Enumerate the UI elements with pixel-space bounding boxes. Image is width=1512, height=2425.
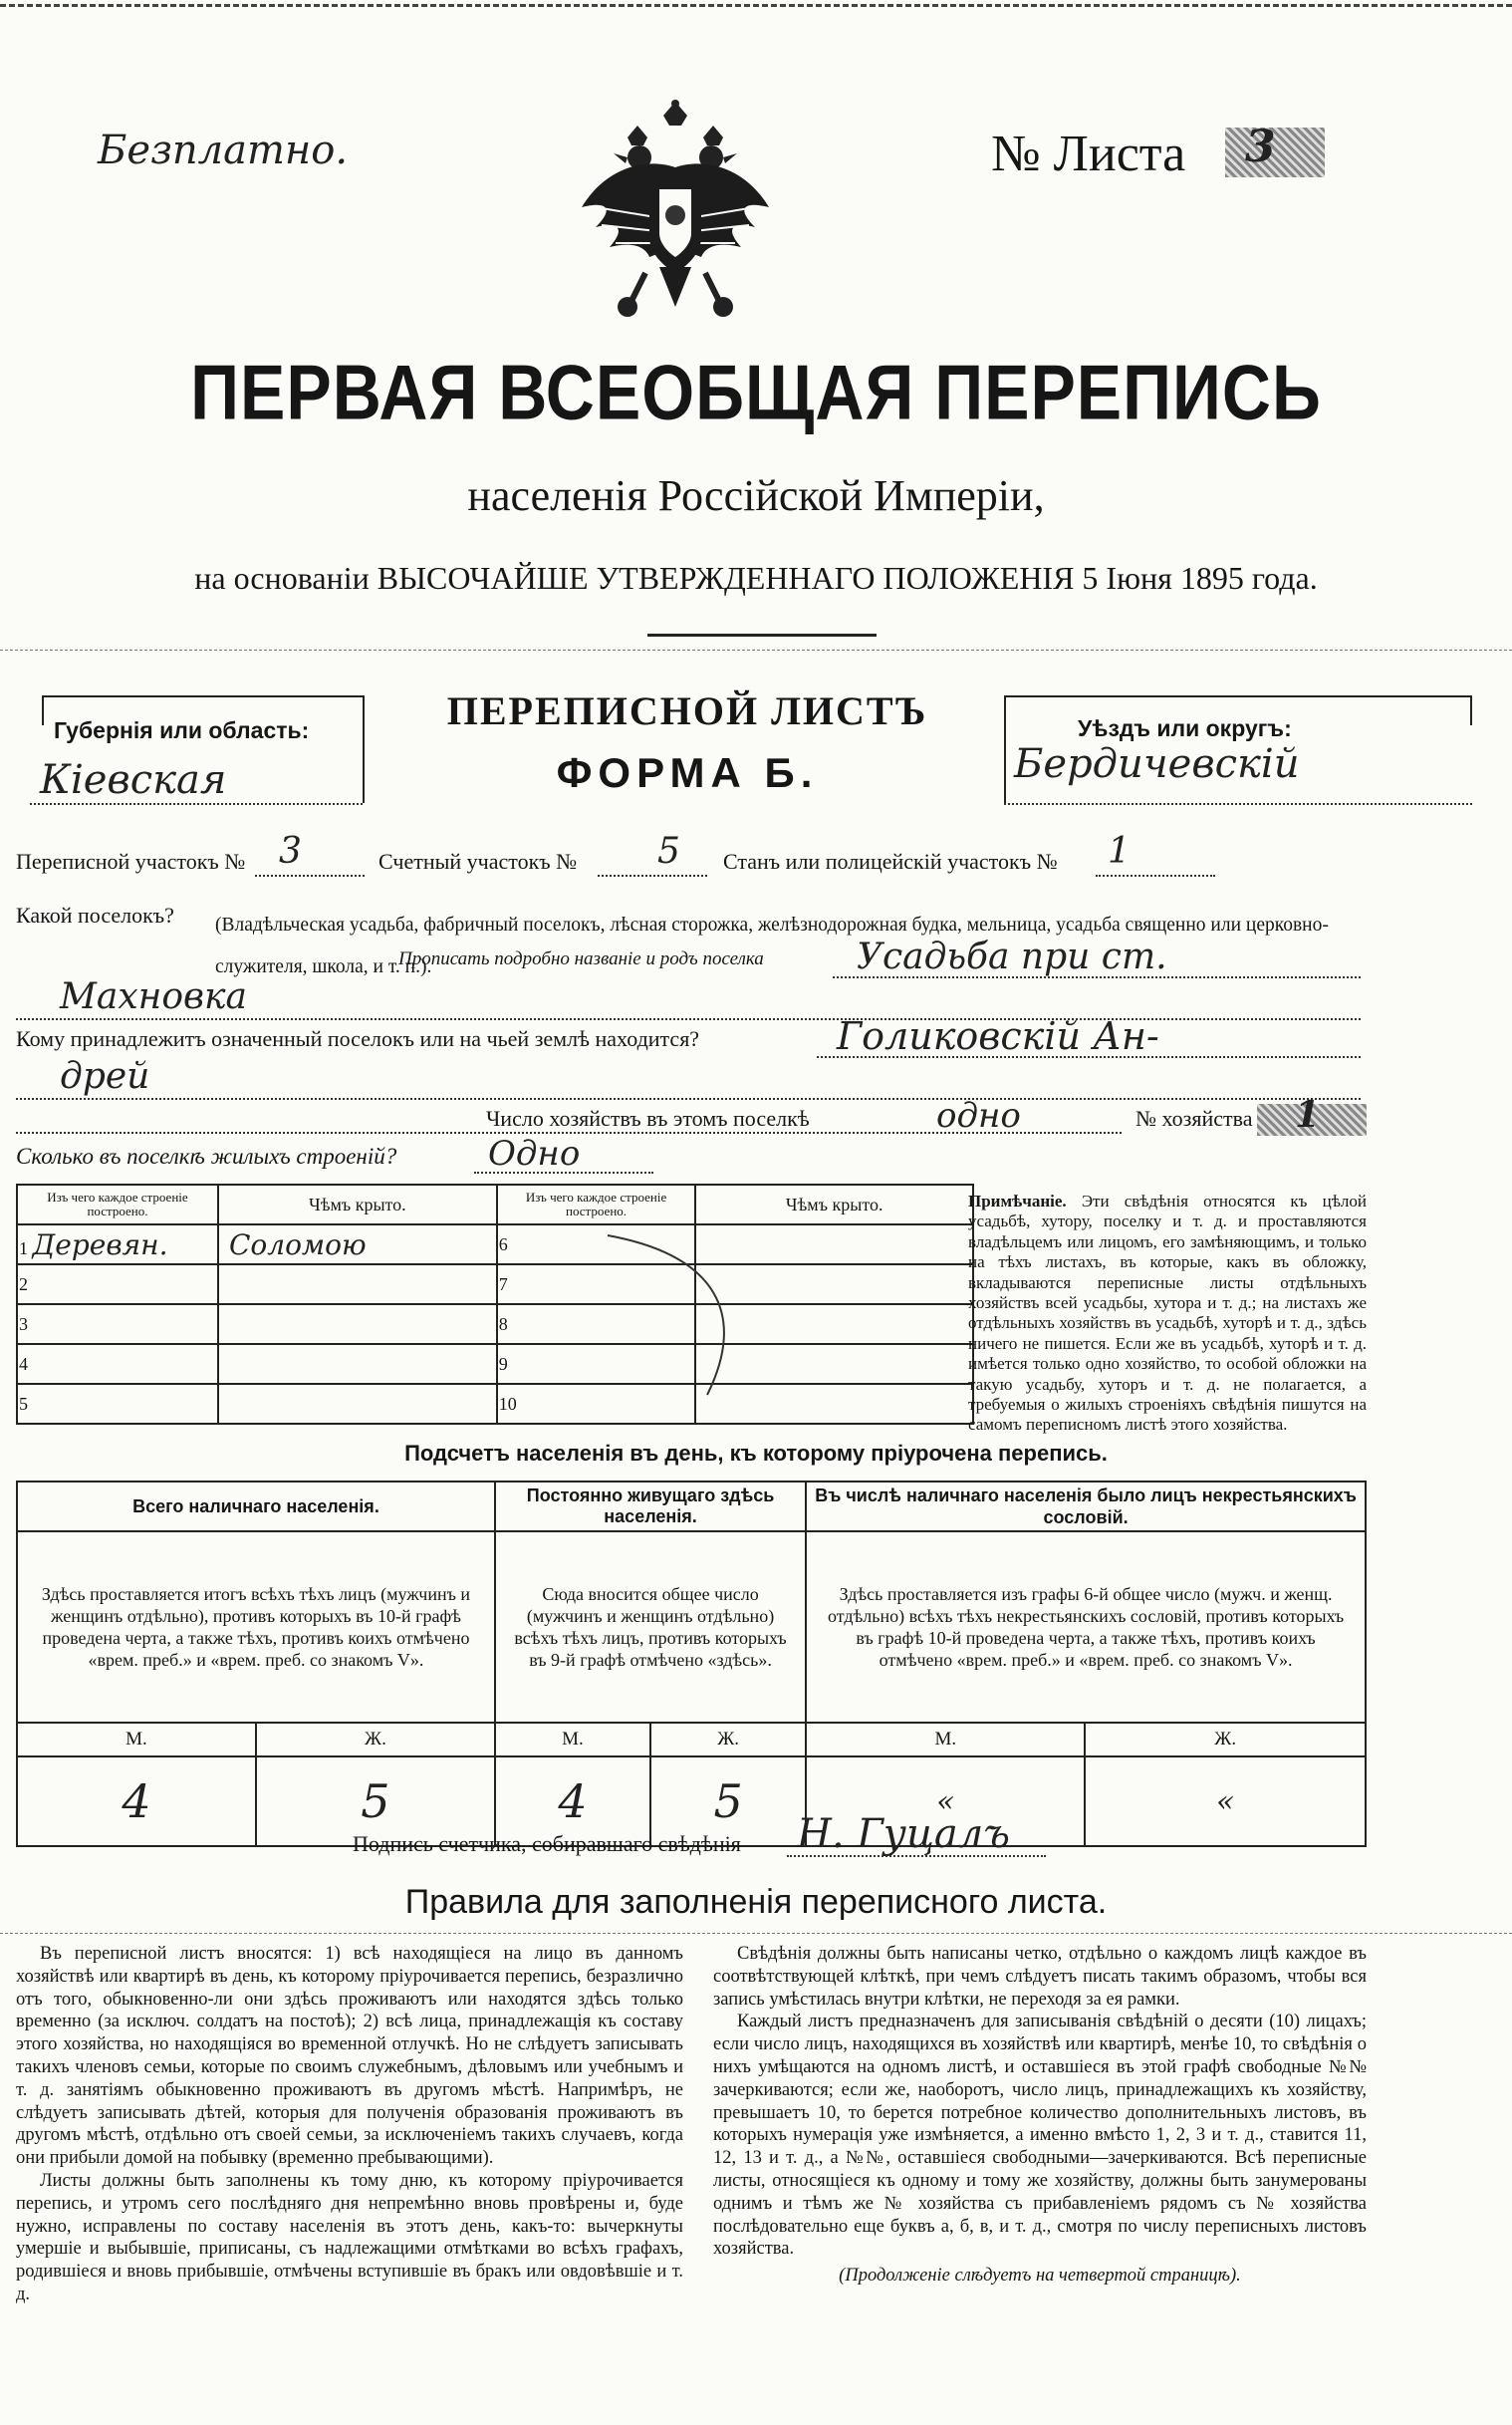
main-title: ПЕРВАЯ ВСЕОБЩАЯ ПЕРЕПИСЬ bbox=[190, 349, 1322, 436]
note-block bbox=[968, 1192, 1367, 1436]
count-total-m-label: М. bbox=[17, 1723, 256, 1756]
rules-right-column bbox=[713, 1943, 1367, 2288]
households-value: одно bbox=[936, 1096, 1021, 1136]
row1-roof: Соломою bbox=[218, 1224, 497, 1264]
owner-line-2 bbox=[16, 1098, 1361, 1100]
pen-stroke-mark bbox=[598, 1225, 757, 1405]
schetny-line bbox=[598, 875, 707, 877]
population-count-table bbox=[16, 1481, 1367, 1847]
buildings-row-4: 4 bbox=[17, 1344, 218, 1384]
owner-line-1 bbox=[817, 1056, 1361, 1058]
buildings-line bbox=[474, 1172, 653, 1174]
buildings-row-2-roof bbox=[218, 1264, 497, 1304]
rules-continued: (Продолженіе слѣдуетъ на четвертой страницѣ). bbox=[839, 2266, 1241, 2287]
count-desc-permanent: Сюда вносится общее число (мужчинъ и женщинъ отдѣльно) всѣхъ тѣхъ лицъ, противъ которыхъ въ 9-й графѣ отмѣчено «здѣсь». bbox=[495, 1531, 806, 1723]
owner-label: Кому принадлежитъ означенный поселокъ или на чьей землѣ находится? bbox=[16, 1026, 700, 1051]
stan-label: Станъ или полицейскій участокъ № bbox=[723, 849, 1058, 874]
count-desc-nonpeasant: Здѣсь проставляется изъ графы 6-й общее число (мужч. и женщ. отдѣльно) всѣхъ тѣхъ некрестьянскихъ сословій, противъ которыхъ въ графѣ 10-й проведена черта, а также тѣхъ, противъ коихъ отмѣчено «врем. преб.» и «врем. преб. со знакомъ V». bbox=[806, 1531, 1366, 1723]
gubernia-box-top bbox=[42, 695, 363, 697]
count-permanent-m-label: М. bbox=[495, 1723, 650, 1756]
fold-line-2 bbox=[0, 1933, 1512, 1934]
count-permanent-m-value: 4 bbox=[495, 1756, 650, 1846]
signature-value: Н. Гуцалъ bbox=[797, 1811, 1010, 1857]
signature-line bbox=[787, 1855, 1046, 1857]
uezd-box-top bbox=[1004, 695, 1472, 697]
note-label: Примѣчаніе. bbox=[968, 1192, 1067, 1211]
schetny-label: Счетный участокъ № bbox=[378, 849, 578, 874]
count-header-permanent: Постоянно живущаго здѣсь населенія. bbox=[495, 1482, 806, 1531]
uezd-label: Уѣздъ или округъ: bbox=[1078, 715, 1292, 741]
owner-value-2: дрей bbox=[60, 1056, 150, 1097]
sheet-number-value: 3 bbox=[1245, 122, 1276, 172]
gubernia-underline bbox=[30, 803, 363, 805]
buildings-col-material-1: Изъ чего каждое строеніе построено. bbox=[17, 1185, 218, 1224]
buildings-label: Сколько въ поселкѣ жилыхъ строеній? bbox=[16, 1144, 397, 1169]
count-desc-total: Здѣсь проставляется итогъ всѣхъ тѣхъ лицъ (мужчинъ и женщинъ отдѣльно), противъ которыхъ въ 10-й графѣ проведена черта, а также тѣхъ, противъ коихъ отмѣчено «врем. преб.» и «врем. преб. со знакомъ V». bbox=[17, 1531, 495, 1723]
rules-title: Правила для заполненія переписного листа. bbox=[404, 1883, 1108, 1921]
rules-right-p2: Каждый листъ предназначенъ для записыванія свѣдѣній о десяти (10) лицахъ; если число лицъ, находящихся въ хозяйствѣ или квартирѣ, менѣе 10, то свѣдѣнія о нихъ умѣщаются на одномъ листѣ, и оставшіеся въ этой графѣ свободные №№ зачеркиваются; если же, наоборотъ, число лицъ, принадлежащихъ къ хозяйству, превышаетъ 10, то берется потребное количество дополнительныхъ листовъ, въ которыхъ нумерація уже измѣняется, а именно вмѣсто 1, 2, 3 и т. д., ставится 11, 12, 13 и т. д., а №№, оставшіеся свободными—зачеркиваются. Всѣ переписные листы, относящіеся къ одному и тому же хозяйству, должны быть занумерованы однимъ и тѣмъ же № хозяйства съ прибавленіемъ рядомъ съ № хозяйства послѣдовательно еще буквъ а, б, в, и т. д., смотря по числу переписныхъ листовъ хозяйства. bbox=[713, 2012, 1367, 2260]
gubernia-label: Губернія или область: bbox=[54, 717, 310, 743]
buildings-row-6: 6 bbox=[497, 1224, 696, 1264]
signature-label: Подпись счетчика, собиравшаго свѣдѣнія bbox=[353, 1831, 741, 1856]
count-nonpeasant-zh-label: Ж. bbox=[1085, 1723, 1366, 1756]
buildings-row-9: 9 bbox=[497, 1344, 696, 1384]
households-label: Число хозяйствъ въ этомъ поселкѣ bbox=[486, 1106, 810, 1131]
note-text: Эти свѣдѣнія относятся къ цѣлой усадьбѣ, хутору, поселку и т. д. и проставляются владѣльцемъ или лицомъ, его замѣняющимъ, и только на тѣхъ листахъ, въ которые, какъ въ обложку, вкладываются переписные листы отдѣльныхъ хозяйствъ всей усадьбы, хутора и т. д.; на листахъ же отдѣльныхъ хозяйствъ въ усадьбѣ, хуторѣ и т. д., здѣсь ничего не пишется. Если же въ усадьбѣ, хуторѣ и т. д. имѣется только одно хозяйство, то особой обложки на такую усадьбу, хуторъ и т. д. не полагается, а требуемыя о жилыхъ строеніяхъ свѣдѣнія пишутся на самомъ переписномъ листѣ этого хозяйства. bbox=[968, 1192, 1368, 1435]
count-total-m-value: 4 bbox=[17, 1756, 256, 1846]
buildings-row-3-roof bbox=[218, 1304, 497, 1344]
rules-left-column bbox=[16, 1943, 683, 2306]
sheet-number-label: № Листа bbox=[991, 126, 1186, 182]
form-title: ФОРМА Б. bbox=[556, 749, 819, 796]
uezd-box-left bbox=[1004, 695, 1006, 803]
basis-line: на основаніи ВЫСОЧАЙШЕ УТВЕРЖДЕННАГО ПОЛОЖЕНІЯ 5 Іюня 1895 года. bbox=[194, 560, 1318, 596]
buildings-row-4-roof bbox=[218, 1344, 497, 1384]
poselok-value-2: Махновка bbox=[60, 976, 247, 1017]
count-nonpeasant-m-label: М. bbox=[806, 1723, 1085, 1756]
count-permanent-zh-label: Ж. bbox=[650, 1723, 806, 1756]
poselok-value-1: Усадьба при ст. bbox=[857, 937, 1167, 977]
buildings-row-5: 5 bbox=[17, 1384, 218, 1424]
stan-line bbox=[1096, 875, 1215, 877]
poselok-hint2: Прописать подробно названіе и родъ поселка bbox=[398, 948, 764, 969]
count-title: Подсчетъ населенія въ день, къ которому пріурочена перепись. bbox=[404, 1441, 1108, 1466]
poselok-label: Какой поселокъ? bbox=[16, 903, 174, 928]
count-header-total: Всего наличнаго населенія. bbox=[17, 1482, 495, 1531]
count-total-zh-label: Ж. bbox=[256, 1723, 495, 1756]
uchastok-line bbox=[255, 875, 365, 877]
buildings-row-7: 7 bbox=[497, 1264, 696, 1304]
count-header-nonpeasant: Въ числѣ наличнаго населенія было лицъ некрестьянскихъ сословій. bbox=[806, 1482, 1366, 1531]
count-nonpeasant-m-value: « bbox=[806, 1756, 1085, 1846]
uchastok-value: 3 bbox=[279, 831, 302, 872]
uezd-value: Бердичевскій bbox=[1014, 741, 1300, 787]
title-divider bbox=[647, 634, 877, 637]
household-no-label: № хозяйства bbox=[1135, 1106, 1253, 1131]
count-permanent-zh-value: 5 bbox=[650, 1756, 806, 1846]
gubernia-value: Кіевская bbox=[40, 757, 227, 803]
buildings-value: Одно bbox=[488, 1134, 581, 1174]
buildings-row-2: 2 bbox=[17, 1264, 218, 1304]
gubernia-box-right bbox=[363, 695, 365, 803]
stan-value: 1 bbox=[1108, 831, 1131, 872]
page-top-border bbox=[0, 4, 1512, 7]
imperial-eagle-emblem bbox=[576, 98, 775, 327]
owner-value-1: Голиковскій Ан- bbox=[837, 1014, 1159, 1058]
gubernia-box-left bbox=[42, 695, 44, 725]
count-nonpeasant-zh-value: « bbox=[1085, 1756, 1366, 1846]
free-label: Безплатно. bbox=[98, 128, 349, 173]
rules-left-p2: Листы должны быть заполнены къ тому дню, къ которому пріурочивается перепись, и утромъ сего послѣдняго дня непремѣнно вновь провѣрены и, буде нужно, исправлены по составу населенія въ этотъ день, какъ-то: вычеркнуты умершіе и выбывшіе, приписаны, съ надлежащими отмѣтками во всѣхъ графахъ, родившіеся и вновь прибывшіе, отмѣчены вступившіе въ бракъ или овдовѣвшіе и т. д. bbox=[16, 2170, 683, 2304]
buildings-table bbox=[16, 1184, 974, 1425]
rules-left-p1: Въ переписной листъ вносятся: 1) всѣ находящіеся на лицо въ данномъ хозяйствѣ или квартирѣ въ день, къ которому пріурочивается перепись, безразлично отъ того, обыкновенно-ли они здѣсь проживаютъ или находятся здѣсь только временно (за исключ. солдатъ на постоѣ); 2) всѣ лица, принадлежащія къ составу этого хозяйства, но находящіяся во временной отлучкѣ. Но не слѣдуетъ записывать такихъ членовъ семьи, которые по своимъ служебнымъ, дѣловымъ или учебнымъ и т. д. занятіямъ обыкновенно проживаютъ въ другомъ мѣстѣ. Напримѣръ, не слѣдуетъ записывать дѣтей, которыя для полученія образованія проживаютъ въ другомъ мѣстѣ, отдѣльно отъ своей семьи, за исключеніемъ такихъ случаевъ, когда они прибыли домой на побывку (временно пребывающими). bbox=[16, 1944, 683, 2169]
poselok-line-1 bbox=[833, 976, 1361, 978]
buildings-row-1: 1 Деревян. bbox=[17, 1224, 218, 1264]
buildings-col-material-2: Изъ чего каждое строеніе построено. bbox=[497, 1185, 696, 1224]
buildings-row-3: 3 bbox=[17, 1304, 218, 1344]
buildings-row-8: 8 bbox=[497, 1304, 696, 1344]
buildings-col-roof-1: Чѣмъ крыто. bbox=[218, 1185, 497, 1224]
buildings-row-10: 10 bbox=[497, 1384, 696, 1424]
rules-right-p1: Свѣдѣнія должны быть написаны четко, отдѣльно о каждомъ лицѣ каждое въ соотвѣтствующей клѣткѣ, при чемъ слѣдуетъ писать такимъ образомъ, чтобы вся запись умѣстилась внутри клѣтки, не переходя за ея рамки. bbox=[713, 1944, 1367, 2010]
buildings-row-5-roof bbox=[218, 1384, 497, 1424]
uchastok-label: Переписной участокъ № bbox=[16, 849, 246, 874]
fold-line bbox=[0, 650, 1512, 651]
subtitle: населенія Россійской Имперіи, bbox=[467, 471, 1045, 520]
poselok-hint: (Владѣльческая усадьба, фабричный поселокъ, лѣсная сторожка, желѣзнодорожная будка, мельница, усадьба священно или церковно-служителя, школа, и т. п.). bbox=[215, 915, 1329, 977]
sheet-title: ПЕРЕПИСНОЙ ЛИСТЪ bbox=[446, 688, 928, 733]
buildings-col-roof-2: Чѣмъ крыто. bbox=[695, 1185, 973, 1224]
uezd-box-right bbox=[1470, 695, 1472, 725]
row1-material: Деревян. bbox=[32, 1227, 168, 1261]
uezd-underline bbox=[1004, 803, 1472, 805]
count-total-zh-value: 5 bbox=[256, 1756, 495, 1846]
household-no-value: 1 bbox=[1295, 1094, 1321, 1136]
schetny-value: 5 bbox=[657, 831, 680, 872]
